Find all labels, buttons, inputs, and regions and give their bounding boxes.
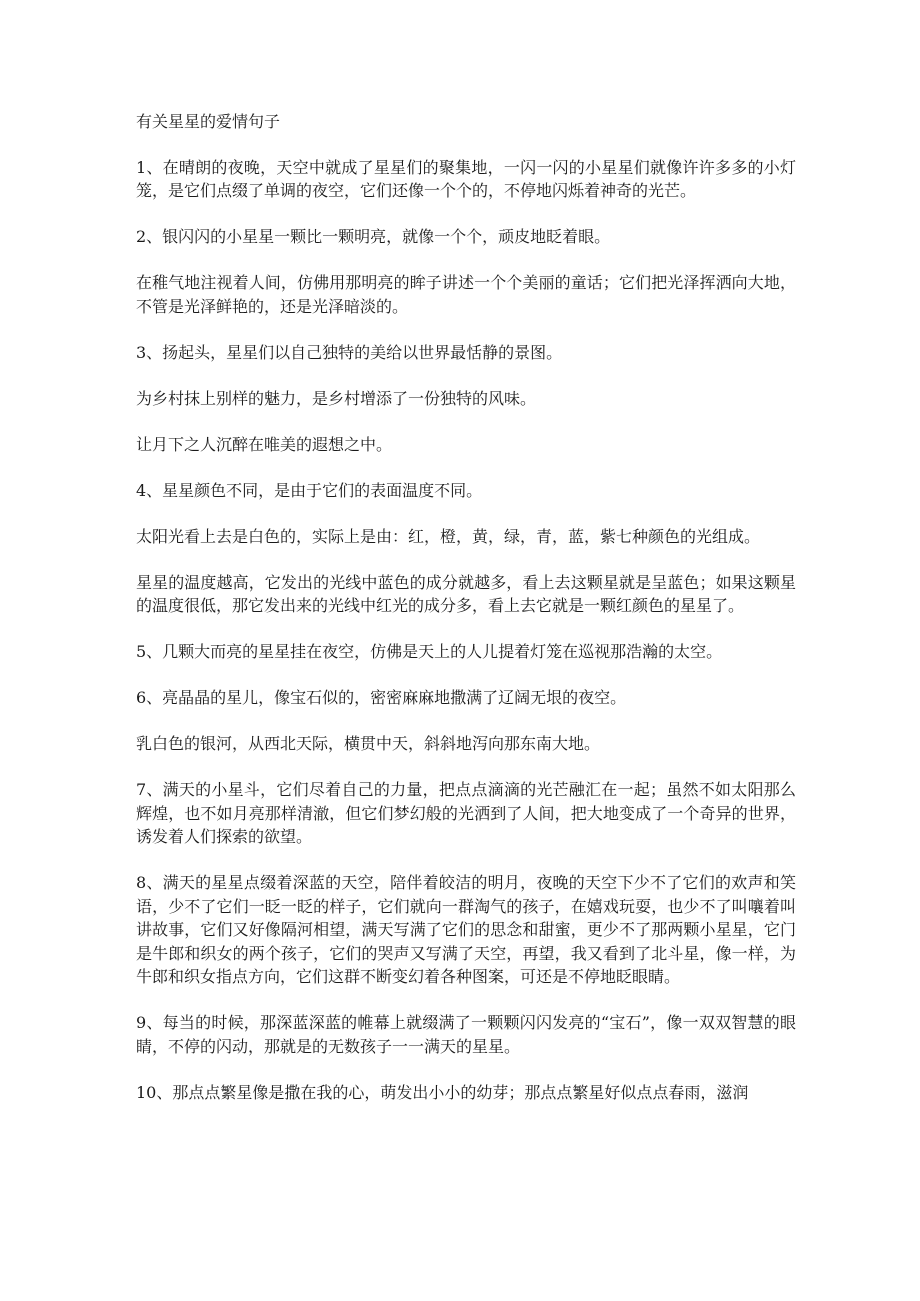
paragraph-2: 2、银闪闪的小星星一颗比一颗明亮，就像一个个，顽皮地眨着眼。 [136,227,611,246]
paragraph-12: 乳白色的银河，从西北天际，横贯中天，斜斜地泻向那东南大地。 [136,734,601,753]
paragraph-9: 星星的温度越高，它发出的光线中蓝色的成分就越多，看上去这颗星就是呈蓝色；如果这颗星的温度很低，那它发出来的光线中红光的成分多，看上去它就是一颗红颜色的星星了。 [136,572,796,615]
paragraph-11: 6、亮晶晶的星儿，像宝石似的，密密麻麻地撒满了辽阔无垠的夜空。 [136,688,627,707]
document-page [136,110,796,1127]
paragraph-15: 9、每当的时候，那深蓝深蓝的帷幕上就缀满了一颗颗闪闪发亮的“宝石”，像一双双智慧的眼睛，不停的闪动，那就是的无数孩子一一满天的星星。 [136,1013,796,1056]
paragraph-3: 在稚气地注视着人间，仿佛用那明亮的眸子讲述一个个美丽的童话；它们把光泽挥洒向大地，不管是光泽鲜艳的，还是光泽暗淡的。 [136,273,796,316]
paragraph-1: 1、在晴朗的夜晚，天空中就成了星星们的聚集地，一闪一闪的小星星们就像许许多多的小灯笼，是它们点缀了单调的夜空，它们还像一个个的，不停地闪烁着神奇的光芒。 [136,157,796,200]
paragraph-5: 为乡村抹上别样的魅力，是乡村增添了一份独特的风味。 [136,388,537,408]
paragraph-14: 8、满天的星星点缀着深蓝的天空，陪伴着皎洁的明月，夜晚的天空下少不了它们的欢声和笑语，少不了它们一眨一眨的样子，它们就向一群淘气的孩子，在嬉戏玩耍，也少不了叫嚷着叫讲故事，它们又好像隔河相望，满天写满了它们的思念和甜蜜，更少不了那两颗小星星，它门是牛郎和织女的两个孩子，它们的哭声又写满了天空，再望，我又看到了北斗星，像一样，为牛郎和织女指点方向，它们这群不断变幻着各种图案，可还是不停地眨眼睛。 [136,873,796,986]
paragraph-6: 让月下之人沉醉在唯美的遐想之中。 [136,434,393,454]
paragraph-13: 7、满天的小星斗，它们尽着自己的力量，把点点滴滴的光芒融汇在一起；虽然不如太阳那么辉煌，也不如月亮那样清澈，但它们梦幻般的光洒到了人间，把大地变成了一个奇异的世界，诱发着人们探索的欲望。 [136,780,796,846]
paragraph-16: 10、那点点繁星像是撒在我的心，萌发出小小的幼芽；那点点繁星好似点点春雨，滋润 [136,1082,749,1102]
paragraph-7: 4、星星颜色不同，是由于它们的表面温度不同。 [136,480,483,500]
document-title: 有关星星的爱情句子 [136,112,281,131]
paragraph-10: 5、几颗大而亮的星星挂在夜空，仿佛是天上的人儿提着灯笼在巡视那浩瀚的太空。 [136,642,723,661]
paragraph-8: 太阳光看上去是白色的，实际上是由：红，橙，黄，绿，青，蓝，紫七种颜色的光组成。 [136,526,761,546]
paragraph-4: 3、扬起头，星星们以自己独特的美给以世界最恬静的景图。 [136,342,563,362]
